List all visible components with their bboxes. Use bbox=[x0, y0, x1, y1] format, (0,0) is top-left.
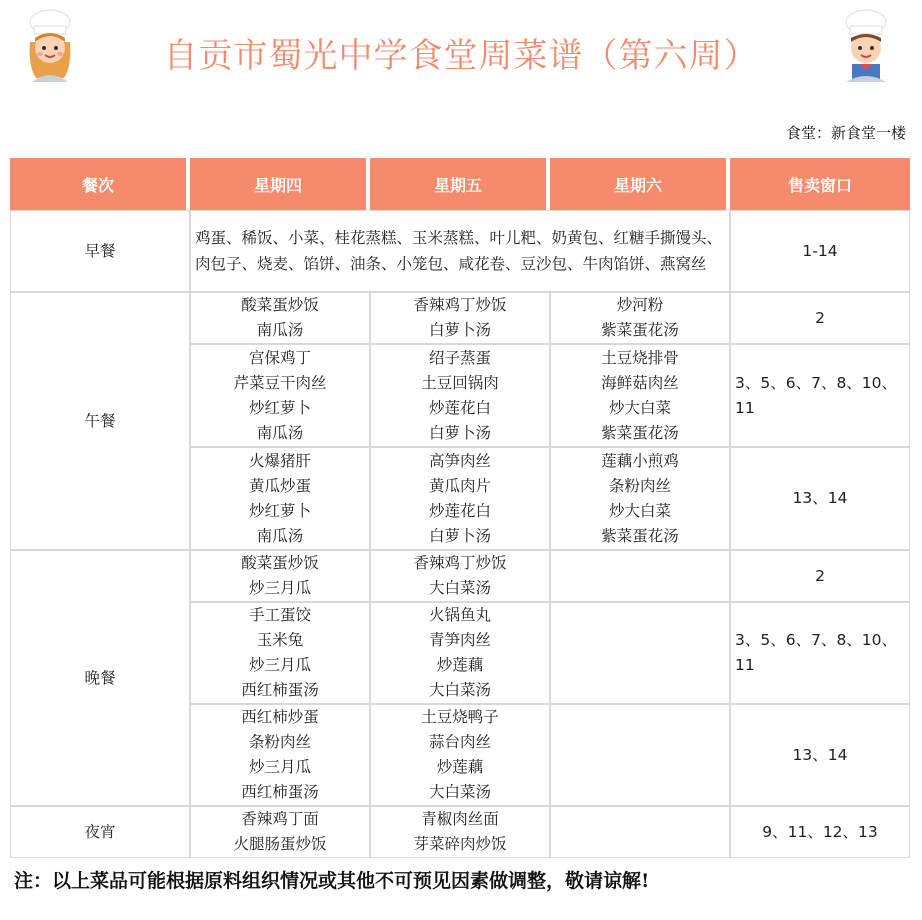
menu-table bbox=[10, 158, 910, 858]
dish: 白萝卜汤 bbox=[428, 321, 491, 339]
window-cell: 2 bbox=[730, 550, 910, 602]
dish: 芽菜碎肉炒饭 bbox=[413, 835, 507, 853]
dish-cell bbox=[190, 806, 370, 858]
dish: 火爆猪肝 bbox=[248, 451, 311, 470]
dish: 土豆烧排骨 bbox=[601, 348, 679, 367]
dish-cell bbox=[370, 550, 550, 602]
dish: 黄瓜肉片 bbox=[428, 476, 491, 495]
window-cell: 2 bbox=[730, 292, 910, 344]
dish: 条粉肉丝 bbox=[248, 733, 311, 751]
dish: 炒莲花白 bbox=[428, 501, 491, 520]
dish: 香辣鸡丁面 bbox=[241, 810, 319, 828]
window-cell: 13、14 bbox=[730, 447, 910, 550]
dish-cell bbox=[370, 704, 550, 806]
page-title: 自贡市蜀光中学食堂周菜谱（第六周） bbox=[163, 36, 759, 76]
dish: 炒大白菜 bbox=[608, 398, 671, 417]
dish: 宫保鸡丁 bbox=[248, 348, 311, 367]
dish: 条粉肉丝 bbox=[608, 476, 671, 495]
dish: 酸菜蛋炒饭 bbox=[241, 296, 319, 314]
dish-cell bbox=[370, 447, 550, 550]
dish: 大白菜汤 bbox=[428, 579, 491, 597]
dish: 炒红萝卜 bbox=[248, 398, 311, 417]
dish: 香辣鸡丁炒饭 bbox=[413, 296, 507, 314]
dish: 大白菜汤 bbox=[428, 681, 491, 699]
dish-cell bbox=[370, 292, 550, 344]
dish-cell bbox=[370, 602, 550, 704]
meal-supper: 夜宵 bbox=[10, 806, 190, 858]
dish: 炒三月瓜 bbox=[248, 579, 311, 597]
window-breakfast: 1-14 bbox=[730, 210, 910, 292]
dish: 南瓜汤 bbox=[256, 321, 304, 339]
dish: 炒莲藕 bbox=[436, 656, 484, 674]
window-cell: 9、11、12、13 bbox=[730, 806, 910, 858]
dish-cell bbox=[370, 806, 550, 858]
window-cell: 3、5、6、7、8、10、11 bbox=[730, 602, 910, 704]
dish-cell bbox=[190, 704, 370, 806]
dish: 蒜台肉丝 bbox=[428, 733, 491, 751]
dish: 土豆回锅肉 bbox=[421, 373, 499, 392]
dish-cell bbox=[370, 344, 550, 447]
meal-lunch: 午餐 bbox=[10, 292, 190, 550]
dish-cell bbox=[550, 292, 730, 344]
window-cell: 13、14 bbox=[730, 704, 910, 806]
header bbox=[0, 0, 922, 100]
dish-cell bbox=[190, 292, 370, 344]
dish: 芹菜豆干肉丝 bbox=[233, 373, 327, 392]
dish: 香辣鸡丁炒饭 bbox=[413, 554, 507, 572]
dish: 炒河粉 bbox=[616, 296, 664, 314]
dish: 莲藕小煎鸡 bbox=[601, 451, 679, 470]
dish: 西红柿蛋汤 bbox=[241, 783, 319, 801]
table-row bbox=[10, 210, 910, 292]
dish: 炒红萝卜 bbox=[248, 501, 311, 520]
dish: 炒三月瓜 bbox=[248, 656, 311, 674]
dish-cell bbox=[550, 344, 730, 447]
dish: 海鲜菇肉丝 bbox=[601, 373, 679, 392]
window-cell: 3、5、6、7、8、10、11 bbox=[730, 344, 910, 447]
dish-cell bbox=[190, 550, 370, 602]
dish: 西红柿蛋汤 bbox=[241, 681, 319, 699]
header-thursday: 星期四 bbox=[190, 158, 370, 210]
dish: 黄瓜炒蛋 bbox=[248, 476, 311, 495]
dish: 青椒肉丝面 bbox=[421, 810, 499, 828]
breakfast-items: 鸡蛋、稀饭、小菜、桂花蒸糕、玉米蒸糕、叶儿粑、奶黄包、红糖手撕馒头、肉包子、烧麦、馅饼、油条、小笼包、咸花卷、豆沙包、牛肉馅饼、燕窝丝 bbox=[190, 210, 730, 292]
dish: 紫菜蛋花汤 bbox=[601, 423, 679, 442]
dish-cell-empty bbox=[550, 550, 730, 602]
dish: 酸菜蛋炒饭 bbox=[241, 554, 319, 572]
chef-girl-icon bbox=[18, 8, 82, 88]
dish: 绍子蒸蛋 bbox=[428, 348, 491, 367]
dish: 紫菜蛋花汤 bbox=[601, 526, 679, 545]
table-row bbox=[10, 550, 910, 602]
dish: 南瓜汤 bbox=[256, 526, 304, 545]
table-row bbox=[10, 292, 910, 344]
dish: 高笋肉丝 bbox=[428, 451, 491, 470]
table-header-row bbox=[10, 158, 910, 210]
dish: 土豆烧鸭子 bbox=[421, 708, 499, 726]
dish-cell-empty bbox=[550, 602, 730, 704]
dish: 炒大白菜 bbox=[608, 501, 671, 520]
dish-cell bbox=[190, 344, 370, 447]
dish: 火锅鱼丸 bbox=[428, 606, 491, 624]
dish-cell-empty bbox=[550, 704, 730, 806]
dish: 大白菜汤 bbox=[428, 783, 491, 801]
dish-cell bbox=[190, 447, 370, 550]
header-friday: 星期五 bbox=[370, 158, 550, 210]
header-window: 售卖窗口 bbox=[730, 158, 910, 210]
dish: 玉米兔 bbox=[256, 631, 304, 649]
dish: 白萝卜汤 bbox=[428, 423, 491, 442]
dish: 炒莲藕 bbox=[436, 758, 484, 776]
meal-dinner: 晚餐 bbox=[10, 550, 190, 806]
dish: 西红柿炒蛋 bbox=[241, 708, 319, 726]
footer-note: 注：以上菜品可能根据原料组织情况或其他不可预见因素做调整，敬请谅解! bbox=[14, 870, 650, 892]
dish: 南瓜汤 bbox=[256, 423, 304, 442]
canteen-location: 食堂：新食堂一楼 bbox=[785, 124, 906, 142]
chef-boy-icon bbox=[834, 8, 898, 88]
table-row bbox=[10, 806, 910, 858]
meal-breakfast: 早餐 bbox=[10, 210, 190, 292]
dish: 火腿肠蛋炒饭 bbox=[233, 835, 327, 853]
dish: 白萝卜汤 bbox=[428, 526, 491, 545]
header-meal: 餐次 bbox=[10, 158, 190, 210]
dish: 手工蛋饺 bbox=[248, 606, 311, 624]
dish: 紫菜蛋花汤 bbox=[601, 321, 679, 339]
dish-cell bbox=[550, 447, 730, 550]
dish: 炒莲花白 bbox=[428, 398, 491, 417]
header-saturday: 星期六 bbox=[550, 158, 730, 210]
dish-cell bbox=[190, 602, 370, 704]
dish-cell-empty bbox=[550, 806, 730, 858]
dish: 炒三月瓜 bbox=[248, 758, 311, 776]
dish: 青笋肉丝 bbox=[428, 631, 491, 649]
